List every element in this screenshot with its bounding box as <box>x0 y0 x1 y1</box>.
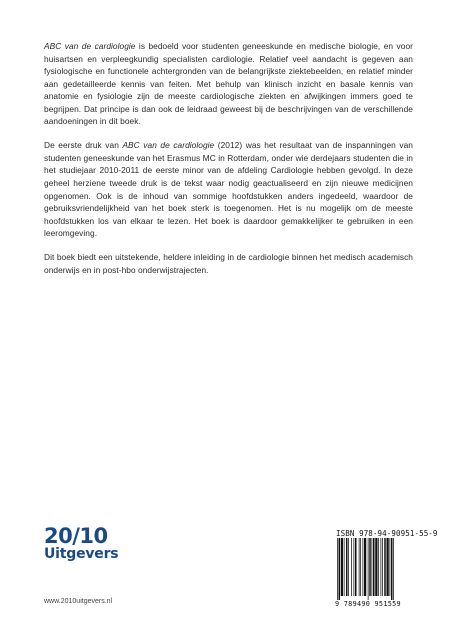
barcode-bar <box>381 538 382 596</box>
barcode-bar <box>363 538 364 596</box>
publisher-logo-number: 20/10 <box>44 524 108 548</box>
barcode-bar <box>384 538 386 596</box>
blurb-paragraph-2 <box>44 139 413 239</box>
back-cover-blurb <box>44 40 413 288</box>
barcode-bar <box>390 538 391 596</box>
barcode-bar <box>346 538 348 596</box>
blurb-paragraph-1 <box>44 40 413 128</box>
barcode-bar <box>393 538 394 600</box>
publisher-website: www.2010uitgevers.nl <box>44 598 113 605</box>
barcode-bar <box>355 538 357 596</box>
barcode-bar <box>378 538 379 596</box>
blurb-paragraph-1-text: is bedoeld voor studenten geneeskunde en medische biologie, en voor huisartsen en verpleegkundig specialisten cardiologie. Relatief veel aandacht is gegeven aan fysiologische en functionele achtergronden van de belangrijkste ziektebeelden, en relatief minder aan gedetailleerde kennis van feiten. Met behulp van klinisch inzicht en basale kennis van anatomie en fysiologie zijn de meeste cardiologische ziekten en afwijkingen immers goed te begrijpen. Dat principe is dan ook de leidraad geweest bij de beschrijvingen van de verschillende aandoeningen in dit boek. <box>44 41 413 127</box>
barcode-bar <box>369 538 371 596</box>
book-title-italic: ABC van de cardiologie <box>122 140 215 151</box>
barcode-bar <box>360 538 361 596</box>
barcode-bar <box>354 538 355 596</box>
barcode-bar <box>359 538 360 596</box>
publisher-logo-name: Uitgevers <box>44 546 119 562</box>
barcode-bar <box>337 538 338 600</box>
barcode-bar <box>375 538 377 596</box>
barcode-bar <box>382 538 383 596</box>
barcode-bar <box>339 538 341 600</box>
barcode-digits: 9 789490 951559 <box>335 600 401 608</box>
barcode-bar <box>391 538 393 600</box>
barcode-bar <box>344 538 345 596</box>
barcode-bar <box>364 538 366 596</box>
barcode-bar <box>348 538 349 596</box>
barcode-bar <box>372 538 373 596</box>
book-title-italic: ABC van de cardiologie <box>44 41 136 51</box>
blurb-paragraph-2-lead: De eerste druk van <box>44 140 123 151</box>
barcode-bars <box>335 538 412 600</box>
barcode-bar <box>351 538 352 596</box>
barcode-bar <box>368 538 369 600</box>
blurb-paragraph-3: Dit boek biedt een uitstekende, heldere inleiding in de cardiologie binnen het medisch academisch onderwijs en in post-hbo onderwijstrajecten. <box>44 252 413 275</box>
blurb-paragraph-2-text: (2012) was het resultaat van de inspanningen van studenten geneeskunde van het Erasmus MC in Rotterdam, onder wie derdejaars studenten die in het studiejaar 2010-2011 de eerste minor van de afdeling Cardiologie hebben gevolgd. In deze geheel herziene tweede druk is de tekst waar nodig geactualiseerd en zijn nieuwe medicijnen opgenomen. Ook is de inhoud van sommige hoofdstukken anders ingedeeld, waardoor de gebruiksvriendelijkheid van het boek sterk is toegenomen. Het is nu mogelijk om de meeste hoofdstukken los van elkaar te lezen. Het boek is daardoor gemakkelijker te gebruiken in een leeromgeving. <box>44 140 413 239</box>
barcode-bar <box>373 538 375 596</box>
barcode-bar <box>341 538 343 596</box>
isbn-label: ISBN 978-94-90951-55-9 <box>336 529 438 538</box>
isbn-barcode <box>335 538 412 600</box>
barcode-bar <box>387 538 389 596</box>
publisher-logo <box>44 524 119 562</box>
